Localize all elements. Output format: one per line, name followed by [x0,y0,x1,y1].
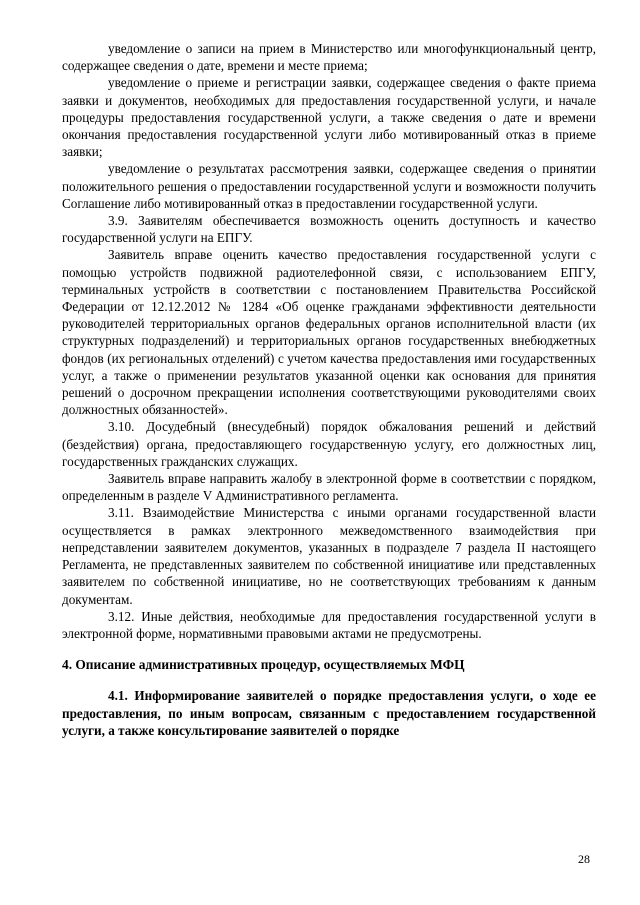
paragraph-notice-result: уведомление о результатах рассмотрения заявки, содержащее сведения о принятии положительного решения о предоставлении государственной услуги и возможности получить Соглашение либо мотивированный отказ в предоставлении государственной услуги. [62,161,596,211]
spacer [62,642,596,656]
spacer [62,673,596,687]
page-number: 28 [578,852,590,866]
paragraph-3-9: 3.9. Заявителям обеспечивается возможность оценить доступность и качество государственной услуги на ЕПГУ. [62,213,596,246]
paragraph-notice-registration: уведомление о приеме и регистрации заявки, содержащее сведения о факте приема заявки и документов, необходимых для предоставления государственной услуги, и начале процедуры предоставления государственной услуги, а также сведения о дате и времени окончания предоставления государственной услуги либо мотивированный отказ в приеме заявки; [62,75,596,160]
paragraph-notice-appointment: уведомление о записи на прием в Министерство или многофункциональный центр, содержащее сведения о дате, времени и месте приема; [62,41,596,74]
paragraph-complaint: Заявитель вправе направить жалобу в электронной форме в соответствии с порядком, определенным в разделе V Административного регламента. [62,471,596,504]
document-body [62,40,596,739]
paragraph-3-11: 3.11. Взаимодействие Министерства с иными органами государственной власти осуществляется в рамках электронного межведомственного взаимодействия при непредставлении заявителем документов, указанных в подразделе 7 раздела II настоящего Регламента, не представленных заявителем по собственной инициативе или представленных заявителем по собственной инициативе, но не соответствующих требованиям к данным документам. [62,505,596,607]
subsection-heading: 4.1. Информирование заявителей о порядке предоставления услуги, о ходе ее предоставления, по иным вопросам, связанным с предоставлением государственной услуги, а также консультирование заявителей о порядке [62,688,596,738]
section-heading: 4. Описание административных процедур, осуществляемых МФЦ [62,657,465,673]
paragraph-quality-evaluation: Заявитель вправе оценить качество предоставления государственной услуги с помощью устройств подвижной радиотелефонной связи, с использованием ЕПГУ, терминальных устройств в соответствии с постановлением Правительства Российской Федерации от 12.12.2012 № 1284 «Об оценке гражданами эффективности деятельности руководителей территориальных органов федеральных органов исполнительной власти (их структурных подразделений) и территориальных органов государственных внебюджетных фондов (их региональных отделений) с учетом качества предоставления ими государственных услуг, а также о применении результатов указанной оценки как основания для принятия решений о досрочном прекращении исполнения соответствующими руководителями своих должностных обязанностей». [62,247,596,418]
paragraph-3-10: 3.10. Досудебный (внесудебный) порядок обжалования решений и действий (бездействия) органа, предоставляющего государственную услугу, его должностных лиц, государственных гражданских служащих. [62,419,596,469]
paragraph-3-12: 3.12. Иные действия, необходимые для предоставления государственной услуги в электронной форме, нормативными правовыми актами не предусмотрены. [62,608,596,641]
